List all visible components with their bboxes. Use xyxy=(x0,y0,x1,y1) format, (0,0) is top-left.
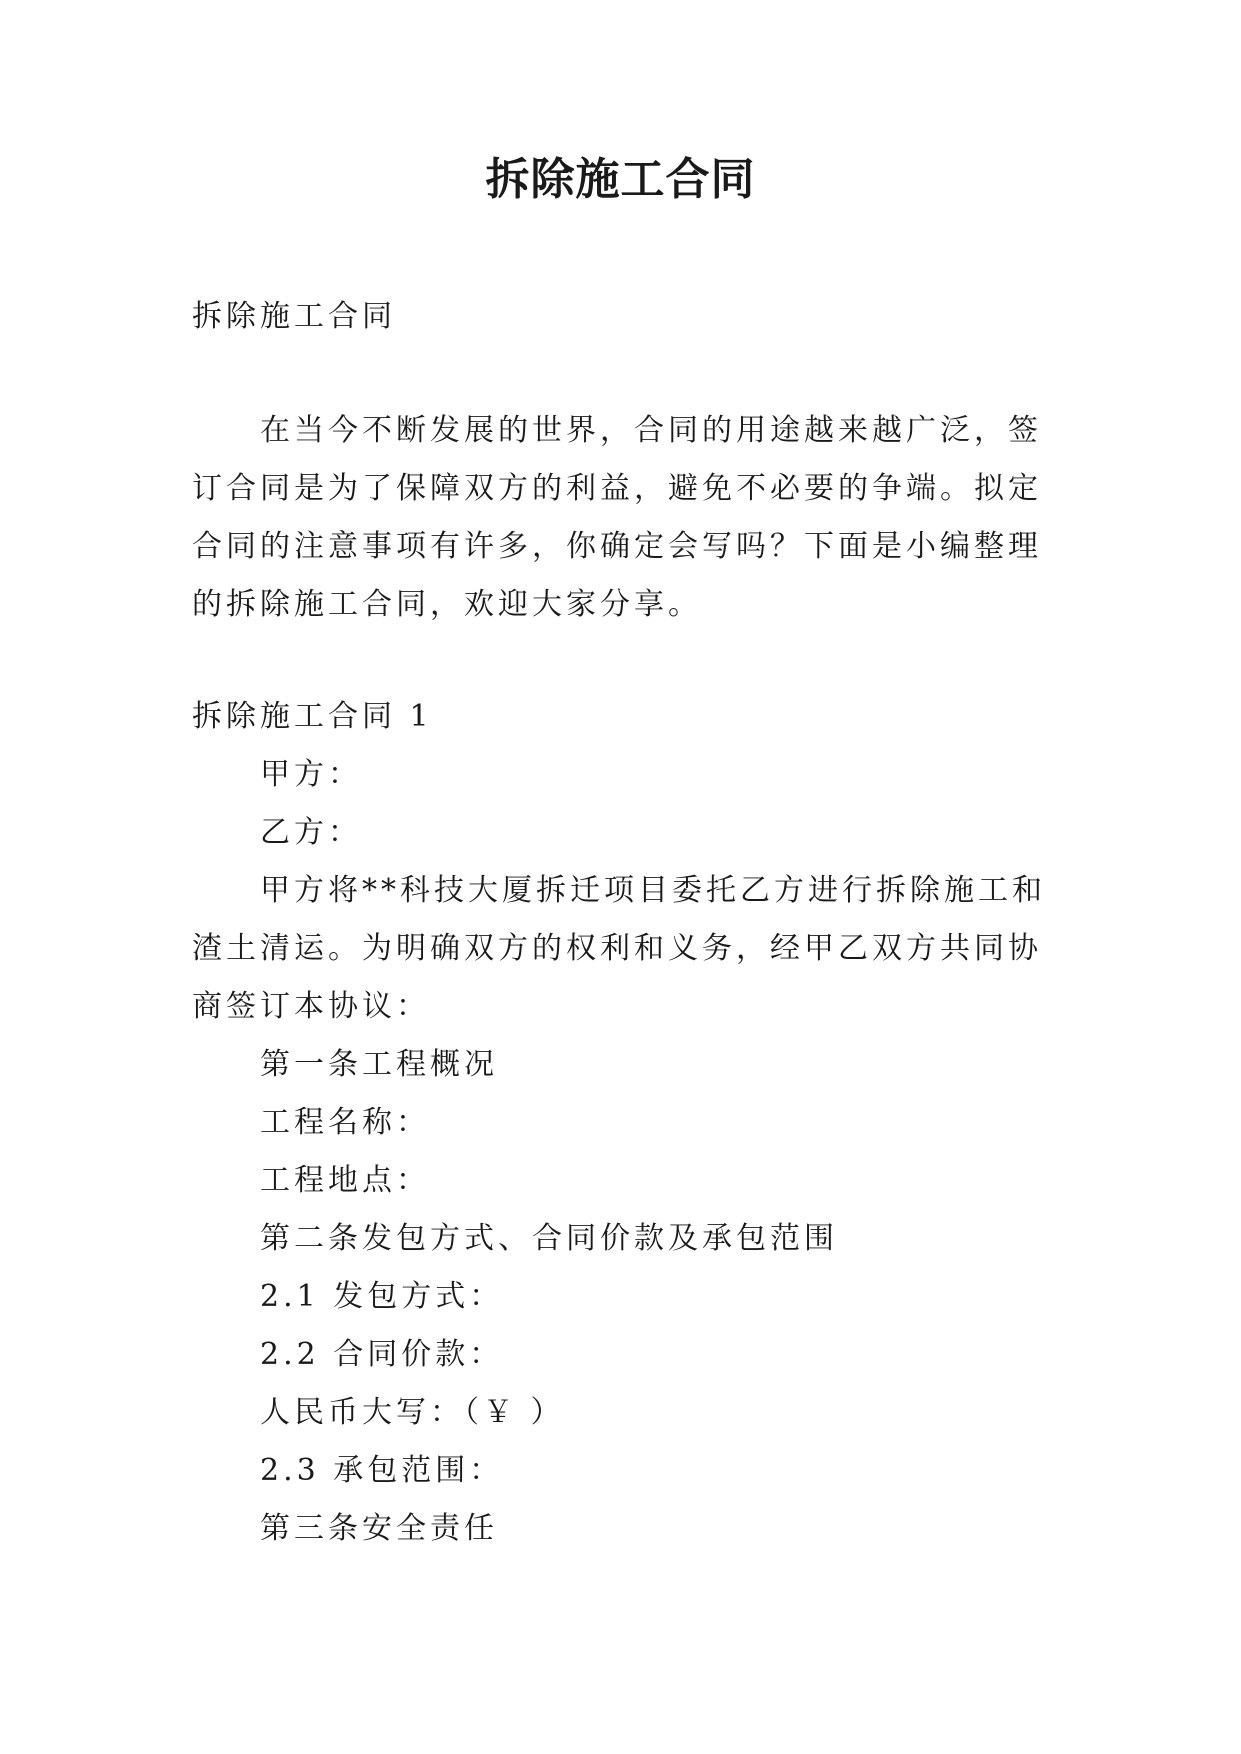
project-name-line: 工程名称： xyxy=(260,1105,430,1140)
document-subtitle: 拆除施工合同 xyxy=(192,299,396,334)
preamble-paragraph: 甲方将**科技大厦拆迁项目委托乙方进行拆除施工和渣土清运。为明确双方的权利和义务，经甲乙双方共同协商签订本协议： xyxy=(192,873,1046,1024)
item-2-2-line: 2.2 合同价款： xyxy=(260,1337,504,1372)
section-heading: 拆除施工合同 1 xyxy=(192,699,433,734)
party-a-line: 甲方： xyxy=(260,757,362,792)
article-3-heading: 第三条安全责任 xyxy=(260,1511,498,1546)
item-2-1-line: 2.1 发包方式： xyxy=(260,1279,504,1314)
article-1-heading: 第一条工程概况 xyxy=(260,1047,498,1082)
party-b-line: 乙方： xyxy=(260,815,362,850)
document-body xyxy=(192,288,1052,1558)
rmb-amount-line: 人民币大写：（￥ ） xyxy=(260,1395,565,1430)
project-location-line: 工程地点： xyxy=(260,1163,430,1198)
item-2-3-line: 2.3 承包范围： xyxy=(260,1453,504,1488)
article-2-heading: 第二条发包方式、合同价款及承包范围 xyxy=(260,1221,838,1256)
document-title: 拆除施工合同 xyxy=(485,154,756,205)
intro-paragraph: 在当今不断发展的世界，合同的用途越来越广泛，签订合同是为了保障双方的利益，避免不必要的争端。拟定合同的注意事项有许多，你确定会写吗？下面是小编整理的拆除施工合同，欢迎大家分享。 xyxy=(192,413,1042,622)
